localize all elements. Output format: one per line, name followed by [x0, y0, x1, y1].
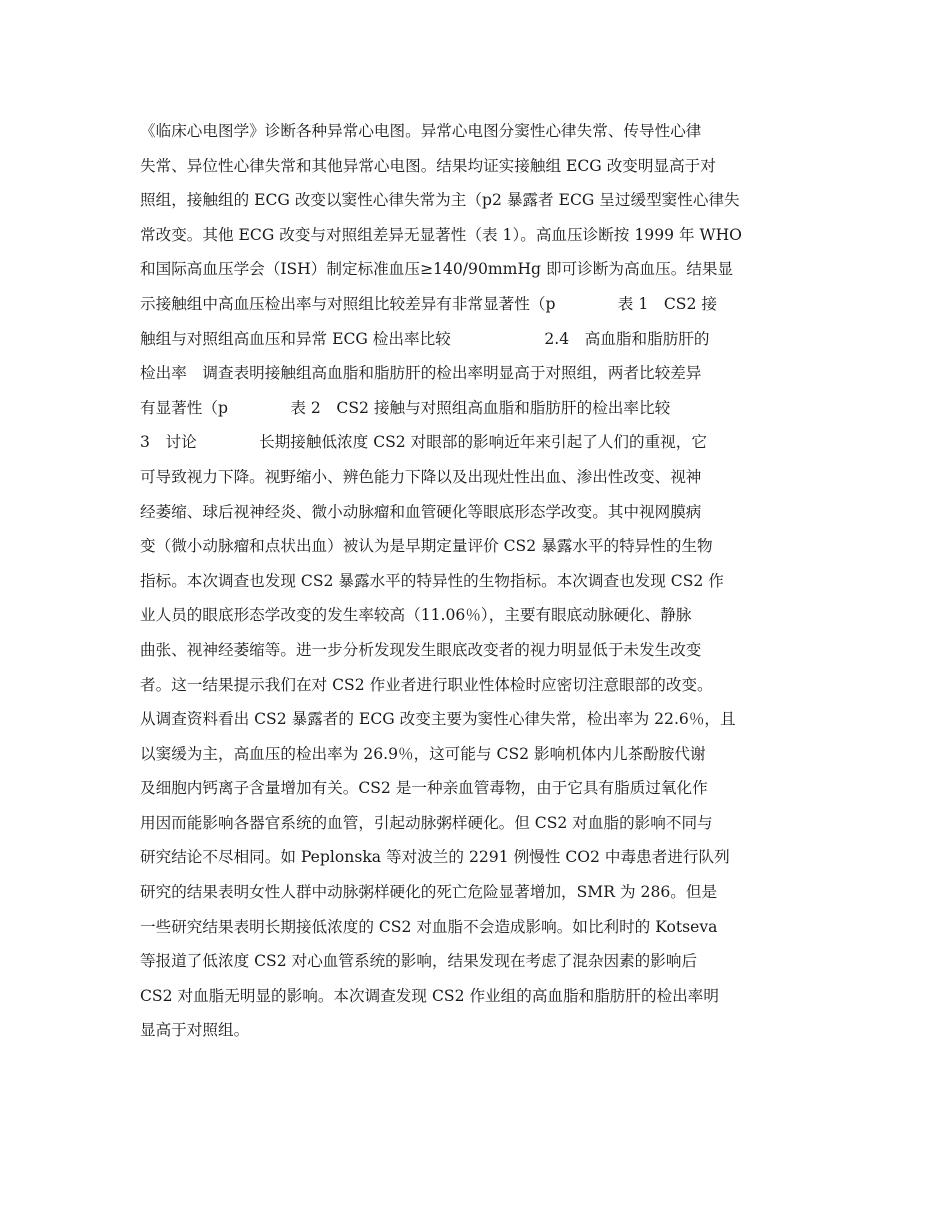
text-line: 业人员的眼底形态学改变的发生率较高（11.06％），主要有眼底动脉硬化、静脉 [140, 606, 692, 625]
text-line: 等报道了低浓度 CS2 对心血管系统的影响，结果发现在考虑了混杂因素的影响后 [140, 952, 698, 971]
text-line: 常改变。其他 ECG 改变与对照组差异无显著性（表 1）。高血压诊断按 1999 年 WHO [140, 225, 742, 244]
text-line: 一些研究结果表明长期接低浓度的 CS2 对血脂不会造成影响。如比利时的 Kotseva [140, 917, 718, 936]
text-line: 及细胞内钙离子含量增加有关。CS2 是一种亲血管毒物，由于它具有脂质过氧化作 [140, 779, 708, 798]
text-line: 触组与对照组高血压和异常 ECG 检出率比较 2.4 高血脂和脂肪肝的 [140, 329, 710, 348]
text-line: 照组，接触组的 ECG 改变以窦性心律失常为主（p2 暴露者 ECG 呈过缓型窦性心律失 [140, 191, 740, 210]
text-line: 研究结论不尽相同。如 Peplonska 等对波兰的 2291 例慢性 CO2 中毒患者进行队列 [140, 848, 730, 867]
text-line: 检出率 调查表明接触组高血脂和脂肪肝的检出率明显高于对照组，两者比较差异 [140, 364, 702, 383]
text-line: 《临床心电图学》诊断各种异常心电图。异常心电图分窦性心律失常、传导性心律 [140, 122, 702, 140]
text-line: 示接触组中高血压检出率与对照组比较差异有非常显著性（p 表 1 CS2 接 [140, 294, 717, 313]
text-line: CS2 对血脂无明显的影响。本次调查发现 CS2 作业组的高血脂和脂肪肝的检出率明 [140, 986, 719, 1005]
text-line: 指标。本次调查也发现 CS2 暴露水平的特异性的生物指标。本次调查也发现 CS2 作 [140, 571, 724, 590]
text-line: 研究的结果表明女性人群中动脉粥样硬化的死亡危险显著增加，SMR 为 286。但是 [140, 883, 718, 902]
text-line: 变（微小动脉瘤和点状出血）被认为是早期定量评价 CS2 暴露水平的特异性的生物 [140, 537, 713, 556]
body-text [140, 114, 812, 1048]
text-line: 失常、异位性心律失常和其他异常心电图。结果均证实接触组 ECG 改变明显高于对 [140, 156, 716, 175]
text-line: 经萎缩、球后视神经炎、微小动脉瘤和血管硬化等眼底形态学改变。其中视网膜病 [140, 502, 702, 521]
text-line: 用因而能影响各器官系统的血管，引起动脉粥样硬化。但 CS2 对血脂的影响不同与 [140, 813, 713, 832]
text-line: 以窦缓为主，高血压的检出率为 26.9％，这可能与 CS2 影响机体内儿茶酚胺代谢 [140, 744, 706, 763]
text-line: 显高于对照组。 [140, 1021, 250, 1040]
text-line: 者。这一结果提示我们在对 CS2 作业者进行职业性体检时应密切注意眼部的改变。 [140, 675, 713, 694]
text-line: 有显著性（p 表 2 CS2 接触与对照组高血脂和脂肪肝的检出率比较 [140, 398, 671, 417]
text-line: 可导致视力下降。视野缩小、辨色能力下降以及出现灶性出血、渗出性改变、视神 [140, 467, 702, 486]
text-line: 从调查资料看出 CS2 暴露者的 ECG 改变主要为窦性心律失常，检出率为 22.6％，且 [140, 710, 736, 729]
text-line: 3 讨论 长期接触低浓度 CS2 对眼部的影响近年来引起了人们的重视，它 [140, 433, 707, 452]
text-line: 曲张、视神经萎缩等。进一步分析发现发生眼底改变者的视力明显低于未发生改变 [140, 640, 702, 659]
text-line: 和国际高血压学会（ISH）制定标准血压≥140/90mmHg 即可诊断为高血压。结果显 [140, 260, 734, 279]
